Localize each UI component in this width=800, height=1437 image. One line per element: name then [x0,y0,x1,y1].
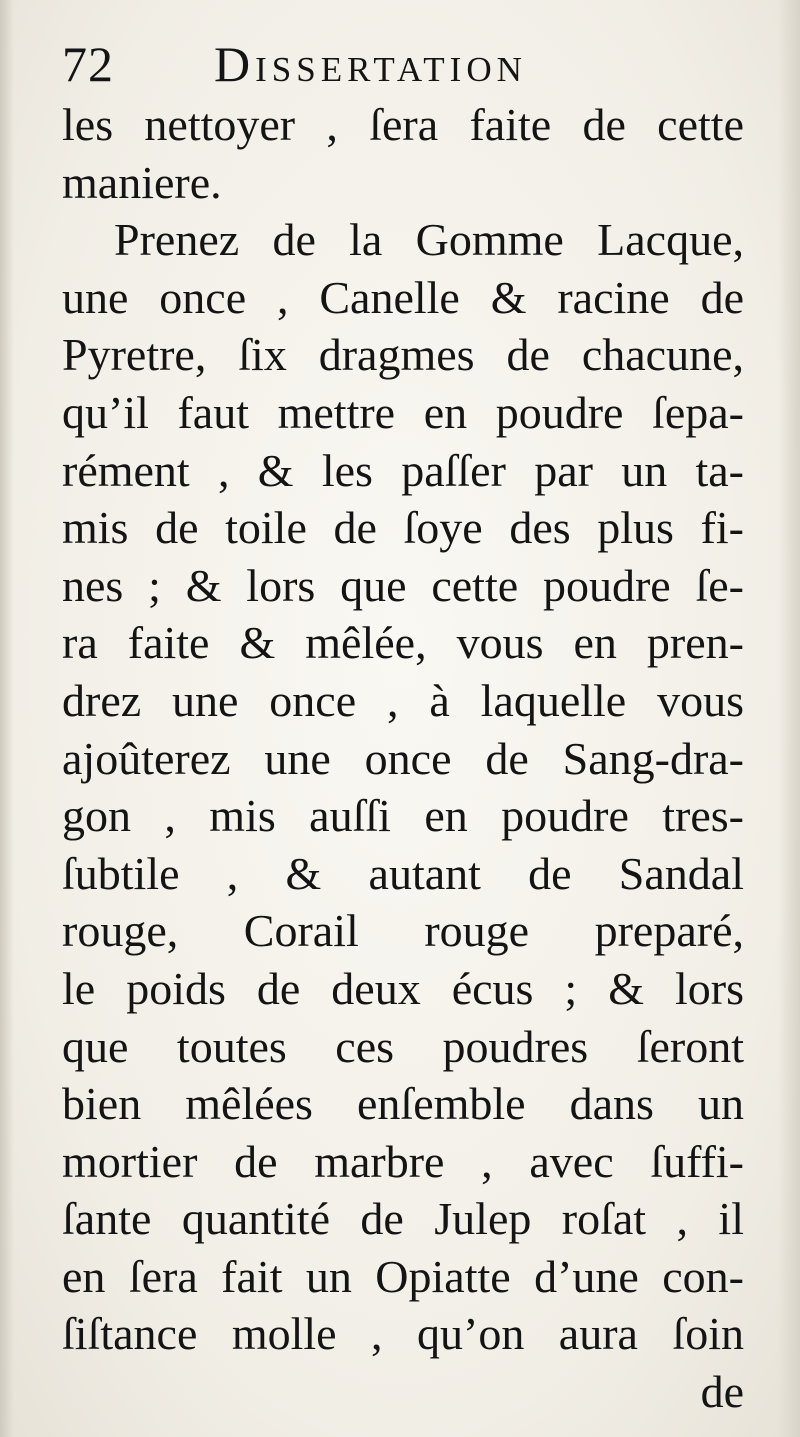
text-line: Prenez de la Gomme Lacque, [114,214,744,266]
text-line: drez une once , à laquelle vous [62,674,744,726]
text-line: nes ; & lors que cette poudre ſe- [62,559,744,611]
text-line: rément , & les paſſer par un ta- [62,444,744,496]
page-edge-shadow-left [0,0,14,1437]
page-number: 72 [62,36,114,92]
text-line: maniere. [62,156,222,208]
catchword: de [700,1366,744,1418]
text-line: une once , Canelle & racine de [62,271,744,323]
text-line: ſiſtance molle , qu’on aura ſoin [62,1308,744,1360]
text-line: Pyretre, ſix dragmes de chacune, [62,329,744,381]
running-head: Dissertation [214,36,527,92]
text-line: ſante quantité de Julep roſat , il [62,1193,744,1245]
text-line: rouge, Corail rouge preparé, [62,905,744,957]
text-line: bien mêlées enſemble dans un [62,1078,744,1130]
page-header [62,34,742,94]
text-line: gon , mis auſſi en poudre tres- [62,790,744,842]
text-line: que toutes ces poudres ſeront [62,1020,744,1072]
text-line: mortier de marbre , avec ſuffi- [62,1135,744,1187]
text-line: ajoûterez une once de Sang-dra- [62,732,744,784]
body-text [62,96,744,1421]
text-line: qu’il faut mettre en poudre ſepa- [62,386,744,438]
page-edge-shadow-right [778,0,800,1437]
text-line: mis de toile de ſoye des plus fi- [62,502,744,554]
text-line: le poids de deux écus ; & lors [62,962,744,1014]
text-line: les nettoyer , ſera faite de cette [62,99,744,150]
text-line: ra faite & mêlée, vous en pren- [62,617,744,669]
text-line: en ſera fait un Opiatte d’une con- [62,1250,744,1302]
text-line: ſubtile , & autant de Sandal [62,847,744,899]
